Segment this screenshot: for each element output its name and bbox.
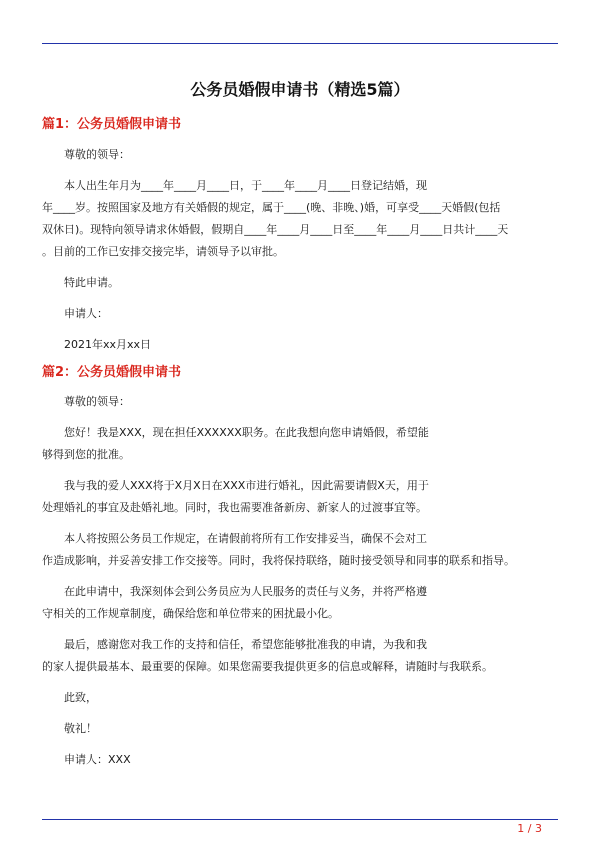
body-line: 处理婚礼的事宜及赴婚礼地。同时，我也需要准备新房、新家人的过渡事宜等。 [42, 501, 427, 514]
section-2-salutation: 尊敬的领导： [64, 395, 130, 408]
section-1-salutation: 尊敬的领导： [64, 148, 130, 161]
section-2-closing-1: 此致， [64, 691, 97, 704]
section-2-paragraph [42, 475, 558, 519]
page-indicator: 1 / 3 [517, 822, 542, 835]
section-1-heading: 篇1：公务员婚假申请书 [42, 117, 182, 132]
body-line: 您好！我是XXX，现在担任XXXXXX职务。在此我想向您申请婚假，希望能 [64, 426, 429, 439]
body-line: 本人将按照公务员工作规定，在请假前将所有工作安排妥当，确保不会对工 [64, 532, 427, 545]
section-2-signature: 申请人：XXX [64, 753, 131, 766]
section-2-paragraph [42, 634, 558, 678]
body-line: 双休日)。现特向领导请求休婚假，假期自____年____月____日至____年____月____日共计____天 [42, 223, 509, 236]
section-2-heading: 篇2：公务员婚假申请书 [42, 365, 182, 380]
section-1-date: 2021年xx月xx日 [64, 338, 152, 351]
section-1-closing: 特此申请。 [64, 276, 119, 289]
section-2-paragraph [42, 528, 558, 572]
body-line: 最后，感谢您对我工作的支持和信任，希望您能够批准我的申请，为我和我 [64, 638, 427, 651]
section-1-body [42, 175, 558, 263]
body-line: 本人出生年月为____年____月____日，于____年____月____日登记结婚，现 [64, 179, 427, 192]
section-1-signature: 申请人： [64, 307, 108, 320]
body-line: 我与我的爱人XXX将于X月X日在XXX市进行婚礼，因此需要请假X天，用于 [64, 479, 429, 492]
body-line: 。目前的工作已安排交接完毕，请领导予以审批。 [42, 245, 284, 258]
section-2-paragraph [42, 581, 558, 625]
body-line: 在此申请中，我深刻体会到公务员应为人民服务的责任与义务，并将严格遵 [64, 585, 427, 598]
body-line: 的家人提供最基本、最重要的保障。如果您需要我提供更多的信息或解释，请随时与我联系。 [42, 660, 493, 673]
body-line: 够得到您的批准。 [42, 448, 130, 461]
section-2-closing-2: 敬礼！ [64, 722, 97, 735]
body-line: 作造成影响，并妥善安排工作交接等。同时，我将保持联络，随时接受领导和同事的联系和指导。 [42, 554, 515, 567]
body-line: 守相关的工作规章制度，确保给您和单位带来的困扰最小化。 [42, 607, 339, 620]
body-line: 年____岁。按照国家及地方有关婚假的规定，属于____(晚、非晚、)婚，可享受____天婚假(包括 [42, 201, 501, 214]
section-2-paragraph [42, 422, 558, 466]
header-rule [42, 43, 558, 44]
document-title: 公务员婚假申请书（精选5篇） [190, 80, 410, 99]
document-body [42, 76, 558, 771]
footer-rule [42, 819, 558, 820]
